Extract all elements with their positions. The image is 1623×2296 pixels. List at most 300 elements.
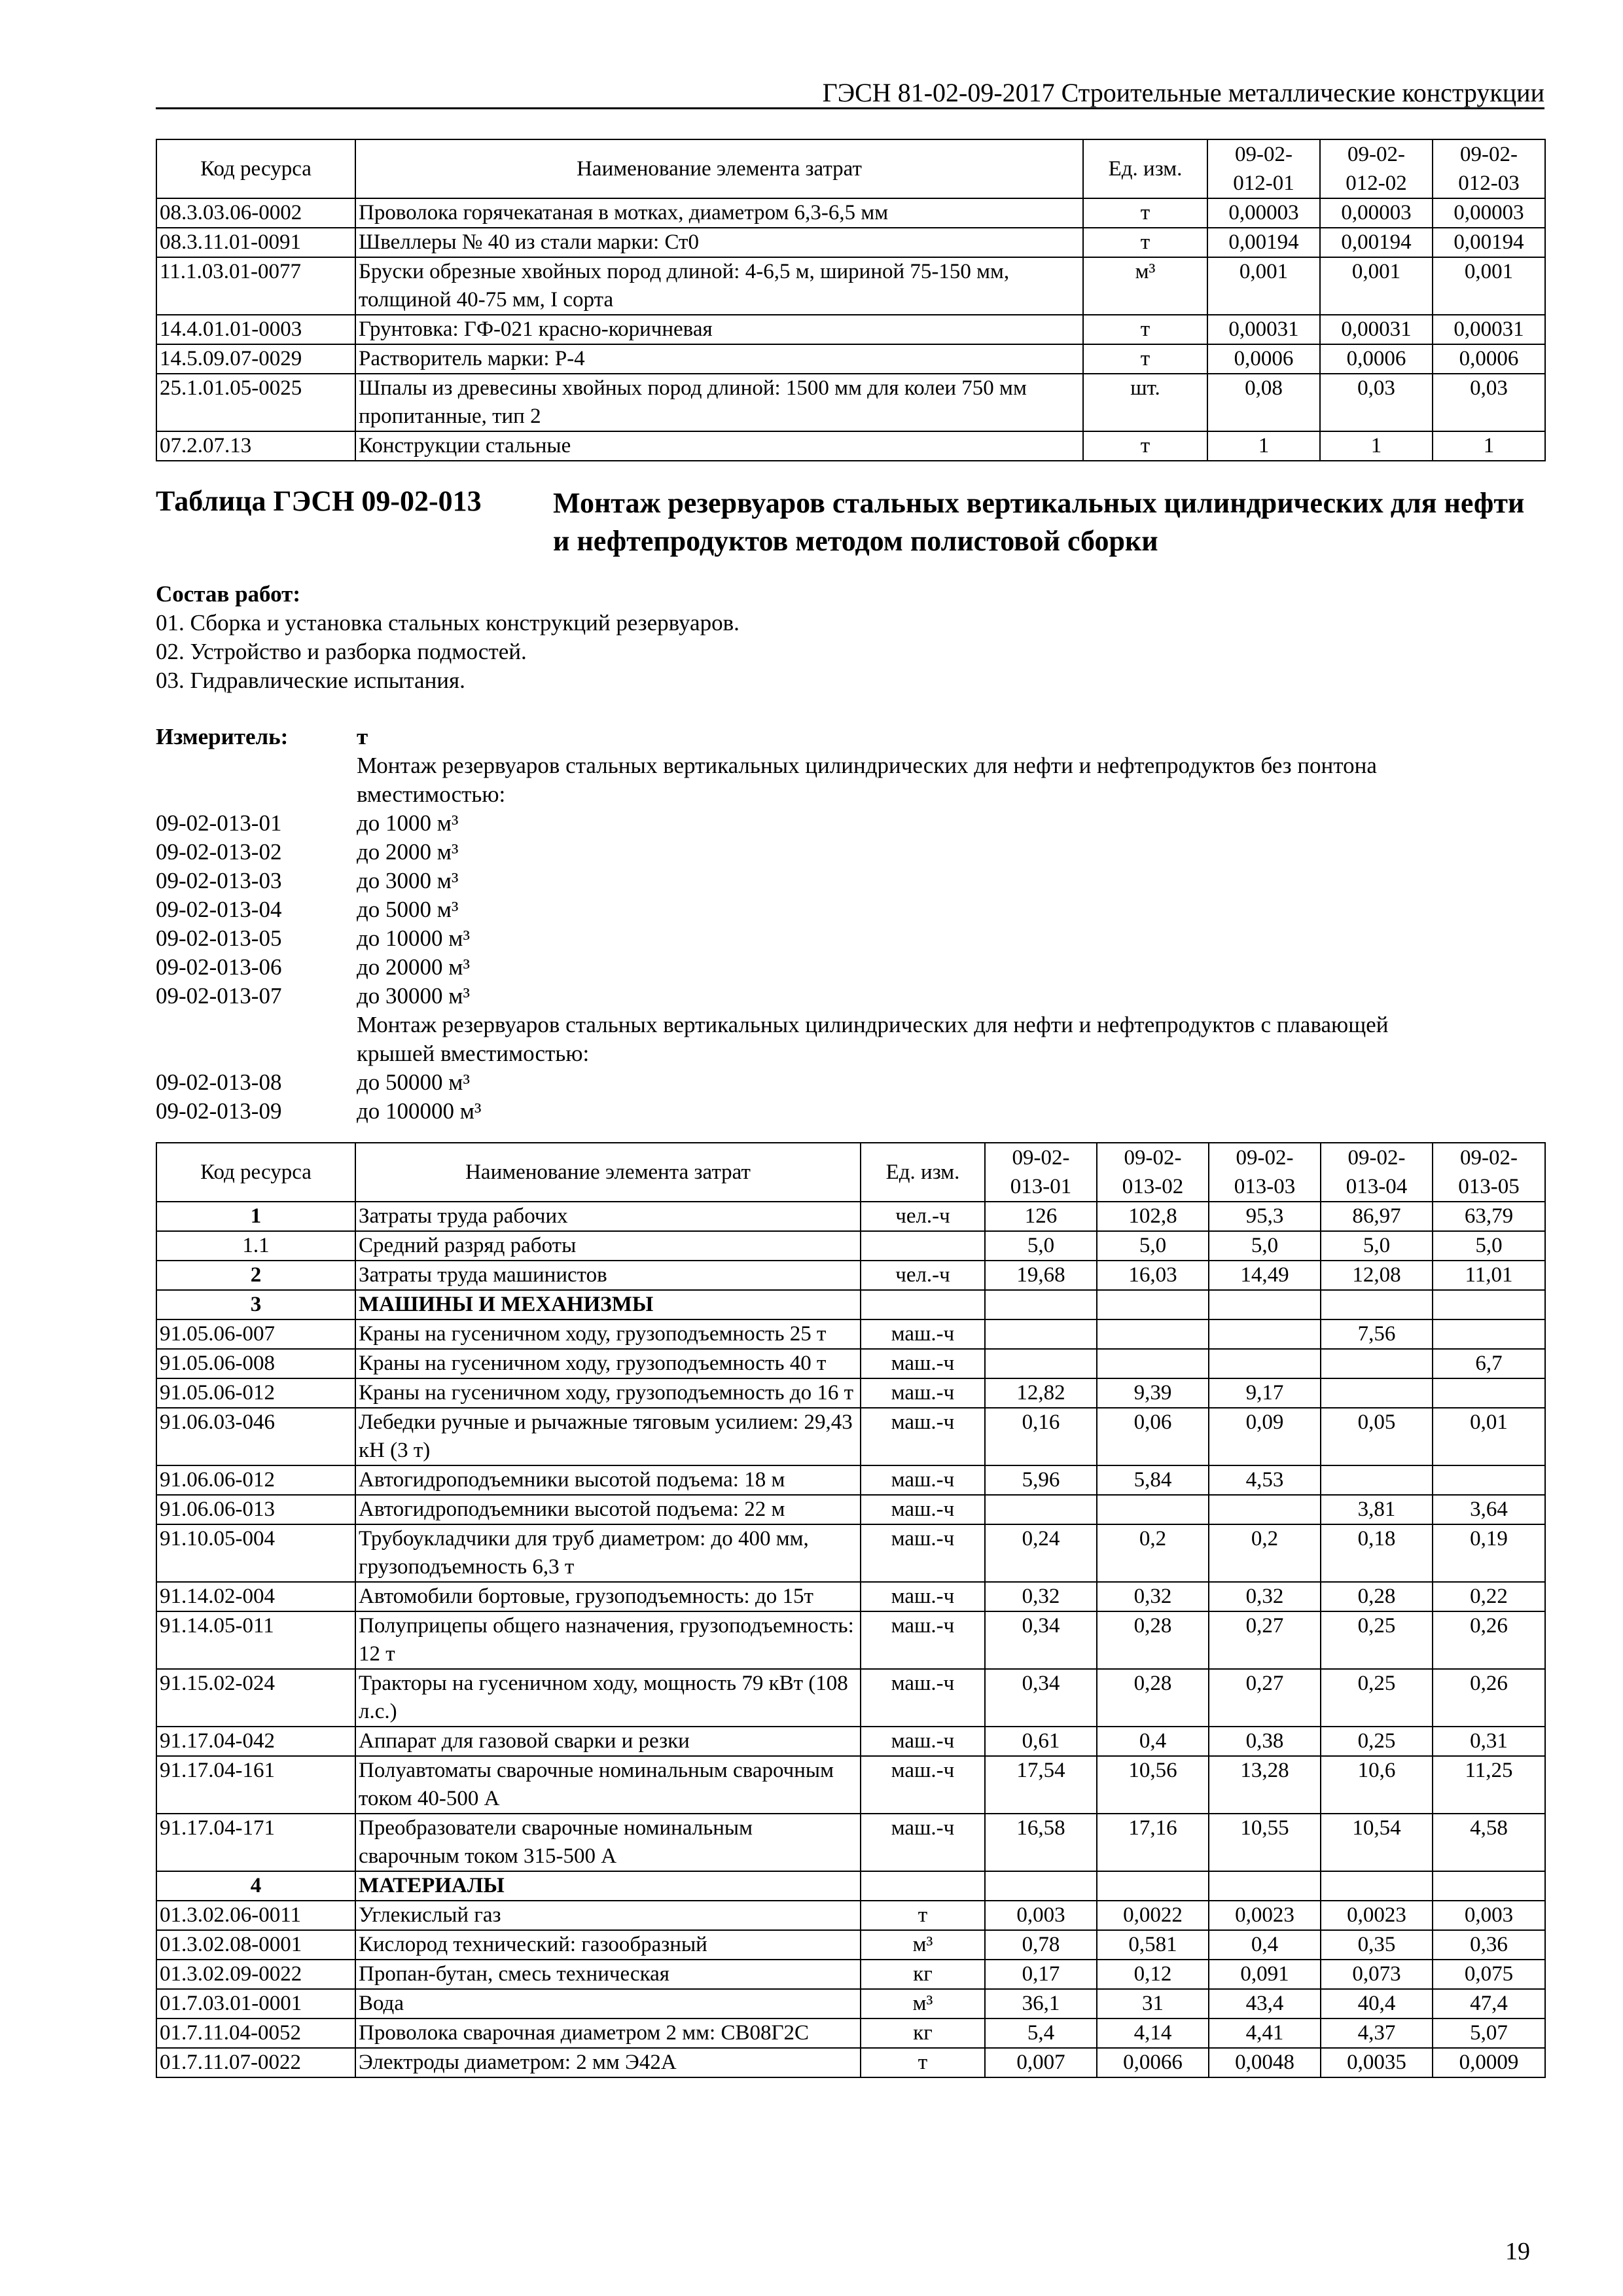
- value-013-01: 5,0: [985, 1231, 1097, 1261]
- value-013-02: 0,12: [1097, 1960, 1209, 1989]
- resource-unit: маш.-ч: [861, 1727, 985, 1756]
- resource-code: 14.4.01.01-0003: [156, 315, 355, 344]
- resource-code: 1.1: [156, 1231, 355, 1261]
- resource-unit: т: [861, 1901, 985, 1930]
- table-row: [156, 1989, 1545, 2018]
- value-012-03: 0,001: [1433, 257, 1545, 315]
- value-013-03: 95,3: [1209, 1202, 1321, 1231]
- value-012-02: 0,00031: [1320, 315, 1433, 344]
- work-item: 02. Устройство и разборка подмостей.: [156, 639, 527, 664]
- resource-code: 91.17.04-171: [156, 1814, 355, 1871]
- col-header-code: Код ресурса: [156, 1143, 355, 1202]
- norm-code: 09-02-013-08: [156, 1069, 282, 1095]
- value-013-03: 9,17: [1209, 1378, 1321, 1408]
- resource-code: 91.14.02-004: [156, 1582, 355, 1611]
- resource-name: Затраты труда машинистов: [355, 1261, 861, 1290]
- value-013-05: 0,26: [1433, 1611, 1545, 1669]
- table-row: [156, 1202, 1545, 1231]
- table-row: [156, 431, 1545, 461]
- value-013-02: 0,0066: [1097, 2048, 1209, 2077]
- norm-capacity: до 1000 м³: [357, 810, 459, 836]
- value-013-01: 19,68: [985, 1261, 1097, 1290]
- value-013-02: [1097, 1349, 1209, 1378]
- resource-unit: маш.-ч: [861, 1465, 985, 1495]
- work-item: 03. Гидравлические испытания.: [156, 668, 465, 693]
- col-header-name: Наименование элемента затрат: [355, 139, 1083, 198]
- work-composition-heading: Состав работ:: [156, 581, 300, 607]
- table-row: [156, 1349, 1545, 1378]
- value-013-04: 40,4: [1321, 1989, 1433, 2018]
- col-header-012-01: 09-02- 012-01: [1207, 139, 1320, 198]
- resource-name: Проволока горячекатаная в мотках, диаметром 6,3-6,5 мм: [355, 198, 1083, 228]
- resource-code: 91.05.06-007: [156, 1319, 355, 1349]
- value-013-02: 5,84: [1097, 1465, 1209, 1495]
- resource-name: Углекислый газ: [355, 1901, 861, 1930]
- norm-code: 09-02-013-02: [156, 839, 282, 865]
- resource-unit: шт.: [1083, 374, 1207, 431]
- resource-name: Автогидроподъемники высотой подъема: 18 м: [355, 1465, 861, 1495]
- resource-code: 08.3.03.06-0002: [156, 198, 355, 228]
- value-013-05: [1433, 1465, 1545, 1495]
- resource-code: 14.5.09.07-0029: [156, 344, 355, 374]
- value-012-01: 0,00003: [1207, 198, 1320, 228]
- value-013-04: 0,05: [1321, 1408, 1433, 1465]
- value-013-05: 4,58: [1433, 1814, 1545, 1871]
- table-row: [156, 374, 1545, 431]
- header-rule: [156, 107, 1544, 109]
- norm-capacity: до 10000 м³: [357, 925, 470, 951]
- norm-capacity: до 5000 м³: [357, 897, 459, 922]
- value-013-04: 0,28: [1321, 1582, 1433, 1611]
- value-013-01: [985, 1495, 1097, 1524]
- value-013-01: 5,96: [985, 1465, 1097, 1495]
- resource-unit: маш.-ч: [861, 1524, 985, 1582]
- resource-unit: т: [1083, 315, 1207, 344]
- value-013-02: 4,14: [1097, 2018, 1209, 2048]
- resource-unit: [861, 1231, 985, 1261]
- value-013-02: 0,32: [1097, 1582, 1209, 1611]
- value-013-05: [1433, 1378, 1545, 1408]
- resource-name: Лебедки ручные и рычажные тяговым усилием: 29,43 кН (3 т): [355, 1408, 861, 1465]
- table-row: [156, 315, 1545, 344]
- norm-capacity: до 2000 м³: [357, 839, 459, 865]
- table-row: [156, 1871, 1545, 1901]
- col-header-013-04: 09-02- 013-04: [1321, 1143, 1433, 1202]
- value-013-05: 0,003: [1433, 1901, 1545, 1930]
- table-row: [156, 1960, 1545, 1989]
- col-header-013-02: 09-02- 013-02: [1097, 1143, 1209, 1202]
- value-013-05: 0,22: [1433, 1582, 1545, 1611]
- value-013-05: 0,31: [1433, 1727, 1545, 1756]
- value-013-04: [1321, 1871, 1433, 1901]
- value-013-02: 16,03: [1097, 1261, 1209, 1290]
- resource-unit: маш.-ч: [861, 1378, 985, 1408]
- resource-name: Проволока сварочная диаметром 2 мм: СВ08Г2С: [355, 2018, 861, 2048]
- norm-code: 09-02-013-04: [156, 897, 282, 922]
- resource-unit: кг: [861, 2018, 985, 2048]
- value-013-03: [1209, 1495, 1321, 1524]
- value-013-04: [1321, 1378, 1433, 1408]
- value-013-05: 6,7: [1433, 1349, 1545, 1378]
- resource-code: 11.1.03.01-0077: [156, 257, 355, 315]
- value-013-02: 0,4: [1097, 1727, 1209, 1756]
- value-013-02: 0,06: [1097, 1408, 1209, 1465]
- value-013-01: [985, 1319, 1097, 1349]
- resource-code: 91.05.06-012: [156, 1378, 355, 1408]
- table-row: [156, 1378, 1545, 1408]
- table-row: [156, 1611, 1545, 1669]
- norm-capacity: до 20000 м³: [357, 954, 470, 980]
- resource-code: 3: [156, 1290, 355, 1319]
- value-013-03: 5,0: [1209, 1231, 1321, 1261]
- value-013-04: 0,35: [1321, 1930, 1433, 1960]
- norm-capacity: до 50000 м³: [357, 1069, 470, 1095]
- resource-name: Вода: [355, 1989, 861, 2018]
- resource-name: Шпалы из древесины хвойных пород длиной: 1500 мм для колеи 750 мм пропитанные, тип 2: [355, 374, 1083, 431]
- norm-capacity: до 30000 м³: [357, 983, 470, 1009]
- value-013-04: 0,0023: [1321, 1901, 1433, 1930]
- value-013-02: [1097, 1495, 1209, 1524]
- value-013-01: 0,61: [985, 1727, 1097, 1756]
- resource-code: 91.17.04-042: [156, 1727, 355, 1756]
- resource-code: 08.3.11.01-0091: [156, 228, 355, 257]
- value-013-03: 0,38: [1209, 1727, 1321, 1756]
- resource-code: 07.2.07.13: [156, 431, 355, 461]
- resource-code: 01.3.02.09-0022: [156, 1960, 355, 1989]
- table-row: [156, 2018, 1545, 2048]
- resource-code: 91.05.06-008: [156, 1349, 355, 1378]
- value-013-05: 0,0009: [1433, 2048, 1545, 2077]
- resource-code: 4: [156, 1871, 355, 1901]
- resource-code: 91.17.04-161: [156, 1756, 355, 1814]
- value-012-02: 0,0006: [1320, 344, 1433, 374]
- value-013-02: 17,16: [1097, 1814, 1209, 1871]
- value-013-02: [1097, 1871, 1209, 1901]
- value-012-02: 0,00194: [1320, 228, 1433, 257]
- value-013-04: 0,25: [1321, 1727, 1433, 1756]
- resource-code: 01.7.03.01-0001: [156, 1989, 355, 2018]
- table-row: [156, 1465, 1545, 1495]
- meter-label: Измеритель:: [156, 724, 289, 749]
- value-013-03: [1209, 1349, 1321, 1378]
- value-013-01: [985, 1871, 1097, 1901]
- value-012-03: 0,0006: [1433, 344, 1545, 374]
- resource-unit: чел.-ч: [861, 1202, 985, 1231]
- norm-capacity: до 100000 м³: [357, 1098, 482, 1124]
- table-row: [156, 1930, 1545, 1960]
- group1-description: вместимостью:: [357, 781, 506, 807]
- resource-name: Автомобили бортовые, грузоподъемность: до 15т: [355, 1582, 861, 1611]
- value-013-04: 0,0035: [1321, 2048, 1433, 2077]
- norm-code: 09-02-013-09: [156, 1098, 282, 1124]
- resource-unit: т: [1083, 344, 1207, 374]
- value-013-01: 126: [985, 1202, 1097, 1231]
- value-012-01: 1: [1207, 431, 1320, 461]
- table-row: [156, 1727, 1545, 1756]
- value-013-05: 11,01: [1433, 1261, 1545, 1290]
- resource-unit: маш.-ч: [861, 1756, 985, 1814]
- value-013-01: 0,007: [985, 2048, 1097, 2077]
- col-header-code: Код ресурса: [156, 139, 355, 198]
- value-013-01: 16,58: [985, 1814, 1097, 1871]
- value-013-02: 10,56: [1097, 1756, 1209, 1814]
- value-012-02: 0,03: [1320, 374, 1433, 431]
- value-013-04: 0,25: [1321, 1669, 1433, 1727]
- value-013-05: 0,36: [1433, 1930, 1545, 1960]
- table-row: [156, 1290, 1545, 1319]
- resource-code: 91.10.05-004: [156, 1524, 355, 1582]
- table-row: [156, 1669, 1545, 1727]
- table-row: [156, 1408, 1545, 1465]
- resource-code: 25.1.01.05-0025: [156, 374, 355, 431]
- value-013-01: 0,24: [985, 1524, 1097, 1582]
- value-013-04: 12,08: [1321, 1261, 1433, 1290]
- value-012-01: 0,08: [1207, 374, 1320, 431]
- value-013-01: 0,34: [985, 1669, 1097, 1727]
- value-013-04: 7,56: [1321, 1319, 1433, 1349]
- page-number: 19: [1505, 2238, 1530, 2265]
- resource-name: Краны на гусеничном ходу, грузоподъемность 40 т: [355, 1349, 861, 1378]
- resource-unit: м³: [861, 1930, 985, 1960]
- value-013-04: 4,37: [1321, 2018, 1433, 2048]
- table-row: [156, 1756, 1545, 1814]
- value-012-01: 0,00031: [1207, 315, 1320, 344]
- table-code: Таблица ГЭСН 09-02-013: [156, 485, 482, 517]
- running-header: ГЭСН 81-02-09-2017 Строительные металлические конструкции: [822, 78, 1544, 107]
- table-row: [156, 198, 1545, 228]
- resource-unit: маш.-ч: [861, 1814, 985, 1871]
- resource-name: Преобразователи сварочные номинальным сварочным током 315-500 А: [355, 1814, 861, 1871]
- resource-name: Тракторы на гусеничном ходу, мощность 79 кВт (108 л.с.): [355, 1669, 861, 1727]
- value-013-05: 0,26: [1433, 1669, 1545, 1727]
- resource-code: 01.3.02.06-0011: [156, 1901, 355, 1930]
- resource-code: 91.06.06-013: [156, 1495, 355, 1524]
- value-013-02: 0,28: [1097, 1611, 1209, 1669]
- norm-capacity: до 3000 м³: [357, 868, 459, 893]
- resource-name: МАТЕРИАЛЫ: [355, 1871, 861, 1901]
- col-header-012-02: 09-02- 012-02: [1320, 139, 1433, 198]
- value-013-04: 10,6: [1321, 1756, 1433, 1814]
- table-row: [156, 228, 1545, 257]
- resource-name: Электроды диаметром: 2 мм Э42А: [355, 2048, 861, 2077]
- value-013-02: [1097, 1319, 1209, 1349]
- resource-name: Трубоукладчики для труб диаметром: до 400 мм, грузоподъемность 6,3 т: [355, 1524, 861, 1582]
- value-013-05: [1433, 1871, 1545, 1901]
- resource-name: Кислород технический: газообразный: [355, 1930, 861, 1960]
- col-header-name: Наименование элемента затрат: [355, 1143, 861, 1202]
- norm-code: 09-02-013-07: [156, 983, 282, 1009]
- value-013-02: 0,581: [1097, 1930, 1209, 1960]
- resource-name: Грунтовка: ГФ-021 красно-коричневая: [355, 315, 1083, 344]
- resource-name: Пропан-бутан, смесь техническая: [355, 1960, 861, 1989]
- resource-unit: м³: [1083, 257, 1207, 315]
- value-012-03: 0,00031: [1433, 315, 1545, 344]
- table-header-row: [156, 1143, 1545, 1202]
- value-013-03: 0,09: [1209, 1408, 1321, 1465]
- resource-unit: маш.-ч: [861, 1349, 985, 1378]
- resource-name: Бруски обрезные хвойных пород длиной: 4-6,5 м, шириной 75-150 мм, толщиной 40-75 мм, I сорта: [355, 257, 1083, 315]
- table-row: [156, 1524, 1545, 1582]
- value-013-05: [1433, 1319, 1545, 1349]
- value-013-05: [1433, 1290, 1545, 1319]
- value-013-05: 5,07: [1433, 2018, 1545, 2048]
- value-013-02: 102,8: [1097, 1202, 1209, 1231]
- value-012-02: 1: [1320, 431, 1433, 461]
- value-012-03: 1: [1433, 431, 1545, 461]
- value-012-03: 0,03: [1433, 374, 1545, 431]
- value-013-05: 63,79: [1433, 1202, 1545, 1231]
- resource-name: Автогидроподъемники высотой подъема: 22 м: [355, 1495, 861, 1524]
- resource-unit: т: [1083, 198, 1207, 228]
- value-013-03: 0,32: [1209, 1582, 1321, 1611]
- value-012-02: 0,00003: [1320, 198, 1433, 228]
- value-013-01: 0,78: [985, 1930, 1097, 1960]
- value-013-04: [1321, 1465, 1433, 1495]
- table-row: [156, 1814, 1545, 1871]
- table-row: [156, 2048, 1545, 2077]
- resource-unit: маш.-ч: [861, 1582, 985, 1611]
- resource-name: Аппарат для газовой сварки и резки: [355, 1727, 861, 1756]
- table-header-row: [156, 139, 1545, 198]
- resource-code: 1: [156, 1202, 355, 1231]
- resource-table-012: [156, 139, 1546, 461]
- resource-unit: т: [1083, 228, 1207, 257]
- col-header-unit: Ед. изм.: [861, 1143, 985, 1202]
- value-013-04: 5,0: [1321, 1231, 1433, 1261]
- resource-name: Полуприцепы общего назначения, грузоподъемность: 12 т: [355, 1611, 861, 1669]
- group1-description: Монтаж резервуаров стальных вертикальных цилиндрических для нефти и нефтепродуктов без понтона: [357, 753, 1377, 778]
- resource-unit: маш.-ч: [861, 1669, 985, 1727]
- table-row: [156, 1231, 1545, 1261]
- value-013-02: 31: [1097, 1989, 1209, 2018]
- resource-unit: маш.-ч: [861, 1408, 985, 1465]
- work-item: 01. Сборка и установка стальных конструкций резервуаров.: [156, 610, 740, 636]
- col-header-013-01: 09-02- 013-01: [985, 1143, 1097, 1202]
- resource-code: 01.7.11.07-0022: [156, 2048, 355, 2077]
- resource-unit: кг: [861, 1960, 985, 1989]
- resource-unit: т: [1083, 431, 1207, 461]
- value-013-01: 0,34: [985, 1611, 1097, 1669]
- resource-unit: [861, 1871, 985, 1901]
- value-013-03: 0,2: [1209, 1524, 1321, 1582]
- table-row: [156, 1582, 1545, 1611]
- value-012-01: 0,0006: [1207, 344, 1320, 374]
- value-013-03: 43,4: [1209, 1989, 1321, 2018]
- value-013-03: 0,091: [1209, 1960, 1321, 1989]
- resource-name: Швеллеры № 40 из стали марки: Ст0: [355, 228, 1083, 257]
- value-013-02: 9,39: [1097, 1378, 1209, 1408]
- value-013-01: 36,1: [985, 1989, 1097, 2018]
- value-013-02: 5,0: [1097, 1231, 1209, 1261]
- group2-description: Монтаж резервуаров стальных вертикальных цилиндрических для нефти и нефтепродуктов с плавающей: [357, 1012, 1389, 1037]
- value-013-02: 0,28: [1097, 1669, 1209, 1727]
- value-013-03: 0,4: [1209, 1930, 1321, 1960]
- value-013-05: 5,0: [1433, 1231, 1545, 1261]
- value-013-03: 0,27: [1209, 1669, 1321, 1727]
- value-013-03: 0,0023: [1209, 1901, 1321, 1930]
- resource-code: 01.7.11.04-0052: [156, 2018, 355, 2048]
- value-013-01: [985, 1290, 1097, 1319]
- value-013-05: 11,25: [1433, 1756, 1545, 1814]
- resource-name: Растворитель марки: Р-4: [355, 344, 1083, 374]
- value-013-04: 10,54: [1321, 1814, 1433, 1871]
- value-013-04: 0,18: [1321, 1524, 1433, 1582]
- value-013-02: 0,2: [1097, 1524, 1209, 1582]
- value-013-01: 0,32: [985, 1582, 1097, 1611]
- norm-code: 09-02-013-01: [156, 810, 282, 836]
- value-013-02: 0,0022: [1097, 1901, 1209, 1930]
- resource-unit: м³: [861, 1989, 985, 2018]
- col-header-013-05: 09-02- 013-05: [1433, 1143, 1545, 1202]
- resource-code: 01.3.02.08-0001: [156, 1930, 355, 1960]
- value-013-01: 0,16: [985, 1408, 1097, 1465]
- value-013-03: 14,49: [1209, 1261, 1321, 1290]
- value-013-02: [1097, 1290, 1209, 1319]
- value-013-03: 0,0048: [1209, 2048, 1321, 2077]
- value-013-05: 0,075: [1433, 1960, 1545, 1989]
- resource-name: Средний разряд работы: [355, 1231, 861, 1261]
- table-title: Монтаж резервуаров стальных вертикальных цилиндрических для нефти и нефтепродуктов методом полистовой сборки: [553, 487, 1525, 557]
- table-row: [156, 1495, 1545, 1524]
- resource-code: 2: [156, 1261, 355, 1290]
- value-013-01: 17,54: [985, 1756, 1097, 1814]
- resource-name: Полуавтоматы сварочные номинальным сварочным током 40-500 А: [355, 1756, 861, 1814]
- value-013-03: 13,28: [1209, 1756, 1321, 1814]
- table-row: [156, 1261, 1545, 1290]
- value-013-01: 0,003: [985, 1901, 1097, 1930]
- resource-unit: маш.-ч: [861, 1495, 985, 1524]
- norm-code: 09-02-013-06: [156, 954, 282, 980]
- table-row: [156, 257, 1545, 315]
- value-013-01: 12,82: [985, 1378, 1097, 1408]
- value-013-01: [985, 1349, 1097, 1378]
- value-012-01: 0,001: [1207, 257, 1320, 315]
- value-013-05: 47,4: [1433, 1989, 1545, 2018]
- value-013-03: 4,41: [1209, 2018, 1321, 2048]
- value-012-03: 0,00194: [1433, 228, 1545, 257]
- value-013-03: 0,27: [1209, 1611, 1321, 1669]
- value-013-05: 3,64: [1433, 1495, 1545, 1524]
- value-012-01: 0,00194: [1207, 228, 1320, 257]
- table-row: [156, 344, 1545, 374]
- value-013-05: 0,19: [1433, 1524, 1545, 1582]
- meter-unit: т: [357, 724, 368, 749]
- value-013-04: 0,25: [1321, 1611, 1433, 1669]
- group2-description: крышей вместимостью:: [357, 1041, 590, 1066]
- norm-code: 09-02-013-05: [156, 925, 282, 951]
- value-013-04: [1321, 1349, 1433, 1378]
- value-013-04: 0,073: [1321, 1960, 1433, 1989]
- norm-code: 09-02-013-03: [156, 868, 282, 893]
- value-013-04: 86,97: [1321, 1202, 1433, 1231]
- table-row: [156, 1319, 1545, 1349]
- value-013-03: 10,55: [1209, 1814, 1321, 1871]
- value-013-04: [1321, 1290, 1433, 1319]
- resource-name: Краны на гусеничном ходу, грузоподъемность 25 т: [355, 1319, 861, 1349]
- value-013-03: 4,53: [1209, 1465, 1321, 1495]
- resource-unit: маш.-ч: [861, 1611, 985, 1669]
- resource-table-013: [156, 1142, 1546, 2078]
- resource-unit: маш.-ч: [861, 1319, 985, 1349]
- resource-name: Краны на гусеничном ходу, грузоподъемность до 16 т: [355, 1378, 861, 1408]
- col-header-unit: Ед. изм.: [1083, 139, 1207, 198]
- resource-name: Конструкции стальные: [355, 431, 1083, 461]
- value-013-04: 3,81: [1321, 1495, 1433, 1524]
- value-013-03: [1209, 1290, 1321, 1319]
- resource-name: Затраты труда рабочих: [355, 1202, 861, 1231]
- value-013-03: [1209, 1319, 1321, 1349]
- value-012-03: 0,00003: [1433, 198, 1545, 228]
